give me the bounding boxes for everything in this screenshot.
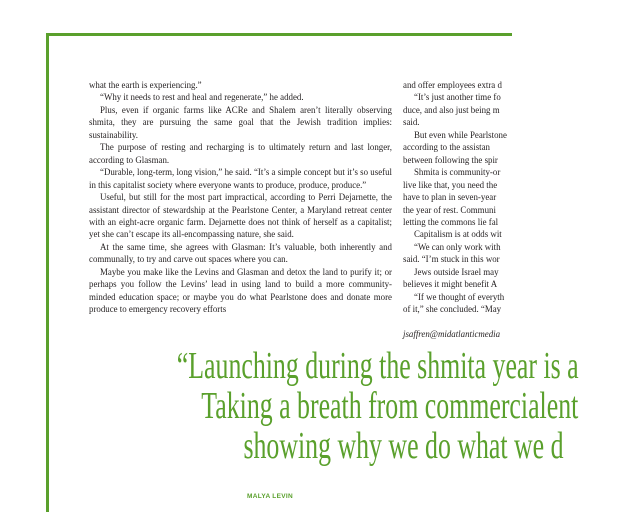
text-line: and offer employees extra d <box>403 80 502 90</box>
page-border-top <box>46 33 512 36</box>
text-line: Jews outside Israel may <box>414 266 499 277</box>
pull-quote-line: Taking a breath from commercialent <box>201 385 579 427</box>
pull-quote-line: showing why we do what we d <box>243 425 564 467</box>
paragraph: “Why it needs to rest and heal and regenerate,” he added. <box>100 92 304 103</box>
text-line: of it,” she concluded. “May <box>403 304 502 315</box>
paragraph: Useful, but still for the most part impractical, according to Perri Dejarnette, the assistant director of stewardship at the Pearlstone Center, a Maryland retreat center with an eight-acre organic farm. Dejarnette does not think of herself as a capitalist; yet she can’t escape its all-encompassing nature, she said. <box>89 192 392 240</box>
text-line: But even while Pearlstone <box>414 129 507 140</box>
paragraph: The purpose of resting and recharging is to ultimately return and last longer, according to Glasman. <box>89 142 392 165</box>
article-column-left <box>89 79 392 316</box>
text-line: believes it might benefit A <box>403 279 498 290</box>
text-line: “We can only work with <box>414 241 501 252</box>
text-line: duce, and also just being m <box>403 104 500 115</box>
page-border-left <box>46 33 49 512</box>
author-email: jsaffren@midatlanticmedia <box>403 328 501 339</box>
text-line: “It’s just another time fo <box>414 92 501 103</box>
text-line: letting the commons lie fal <box>403 216 499 227</box>
text-line: said. <box>403 117 420 128</box>
article-column-right <box>403 79 643 340</box>
paragraph: what the earth is experiencing.” <box>89 80 202 90</box>
text-line: Capitalism is at odds wit <box>414 229 502 240</box>
paragraph: “Durable, long-term, long vision,” he said. “It’s a simple concept but it’s so useful in this capitalist society where everyone wants to produce, produce, produce.” <box>89 167 392 190</box>
text-line: Shmita is community-or <box>414 167 501 178</box>
text-line: have to plan in seven-year <box>403 192 497 203</box>
text-line: the year of rest. Communi <box>403 204 496 215</box>
paragraph: Plus, even if organic farms like ACRe and Shalem aren’t literally observing shmita, they are pursuing the same goal that the Jewish tradition implies: sustainability. <box>89 104 392 140</box>
pull-quote-attribution: MALYA LEVIN <box>247 493 293 500</box>
text-line: live like that, you need the <box>403 179 498 190</box>
text-line: between following the spir <box>403 154 498 165</box>
text-line: according to the assistan <box>403 142 490 153</box>
pull-quote-line: “Launching during the shmita year is a <box>176 345 579 387</box>
paragraph: At the same time, she agrees with Glasman: It’s valuable, both inherently and communally, to try and carve out spaces where you can. <box>89 241 392 265</box>
text-line: said. “I’m stuck in this wor <box>403 254 500 265</box>
text-line: “If we thought of everyth <box>414 291 505 302</box>
paragraph: Maybe you make like the Levins and Glasman and detox the land to purify it; or perhaps you follow the Levins’ lead in using land to build a more community-minded education space; or maybe you do what Pearlstone does and donate more produce to emergency recovery efforts <box>89 266 392 315</box>
